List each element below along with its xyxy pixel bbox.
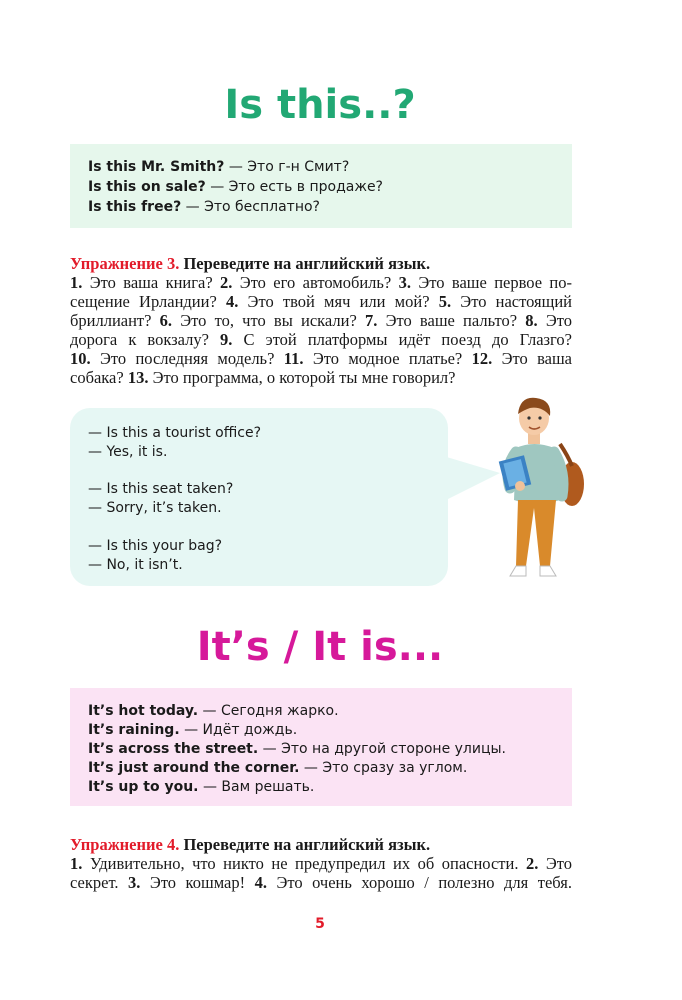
dialogue-line: — Yes, it is. [88, 444, 168, 460]
phrase-line: Is this Mr. Smith? — Это г-н Смит? [88, 159, 350, 175]
item-text: Это настоящий [451, 292, 573, 311]
item-number: 4. [225, 292, 239, 311]
dialogue-line: — Is this seat taken? [88, 481, 234, 497]
item-text: дорога к вокзалу? [70, 330, 221, 349]
phrase-line: It’s raining. — Идёт дождь. [88, 722, 298, 738]
item-text: Это ваша книга? [82, 273, 221, 292]
item-number: 5. [438, 292, 452, 311]
item-number: 8. [525, 311, 538, 330]
dialogue-line: — Is this your bag? [88, 538, 223, 554]
student-illustration [490, 396, 586, 590]
dialogue-line: — Sorry, it’s taken. [88, 500, 222, 516]
item-text: секрет. [70, 873, 129, 892]
dialogue-line: — No, it isn’t. [88, 557, 183, 573]
item-number: 3. [128, 873, 141, 892]
dialogue-bubble [70, 408, 448, 586]
item-text: Это то, что вы искали? [172, 311, 365, 330]
phrase-line: Is this on sale? — Это есть в продаже? [88, 179, 383, 195]
item-number: 13. [127, 368, 149, 387]
item-number: 2. [525, 854, 539, 873]
item-number: 1. [70, 854, 83, 873]
exercise-line [70, 330, 572, 349]
item-number: 2. [220, 273, 233, 292]
page-number: 5 [315, 916, 325, 932]
item-text: Это его автомобиль? [232, 273, 399, 292]
item-text: Удивительно, что никто не предупредил их об опасности. [82, 854, 526, 873]
exercise-line [70, 273, 572, 292]
item-number: 4. [254, 873, 267, 892]
item-text: Это ваше первое по- [411, 273, 572, 292]
item-text: С этой платформы идёт поезд до Глазго? [232, 330, 572, 349]
item-text: Это [538, 854, 572, 873]
item-text: Это программа, о которой ты мне говорил? [148, 368, 456, 387]
phrase-box-its [70, 688, 572, 806]
item-number: 6. [159, 311, 173, 330]
phrase-box-is-this [70, 144, 572, 228]
item-number: 7. [365, 311, 378, 330]
item-text: Это модное платье? [303, 349, 472, 368]
item-number: 3. [398, 273, 411, 292]
item-text: Это твой мяч или мой? [238, 292, 439, 311]
dialogue-line: — Is this a tourist office? [88, 425, 261, 441]
exercise-line [70, 873, 572, 892]
exercise-line [70, 349, 572, 368]
phrase-line: It’s across the street. — Это на другой стороне улицы. [88, 741, 507, 757]
phrase-line: It’s up to you. — Вам решать. [88, 779, 315, 795]
exercise-line [70, 311, 572, 330]
item-number: 10. [70, 349, 91, 368]
phrase-line: It’s just around the corner. — Это сразу за углом. [88, 760, 468, 776]
item-text: бриллиант? [70, 311, 160, 330]
item-text: Это [537, 311, 572, 330]
exercise-line [70, 854, 572, 873]
item-number: 12. [471, 349, 493, 368]
exercise-heading: Упражнение 4. Переведите на английский язык. [70, 835, 431, 854]
section-title-is-this: Is this..? [224, 82, 416, 128]
item-text: Это ваша [492, 349, 573, 368]
phrase-line: It’s hot today. — Сегодня жарко. [88, 703, 339, 719]
item-text: сещение Ирландии? [70, 292, 226, 311]
item-number: 11. [283, 349, 304, 368]
item-text: Это ваше пальто? [377, 311, 526, 330]
item-number: 1. [70, 273, 83, 292]
item-number: 9. [220, 330, 233, 349]
exercise-line [70, 292, 572, 311]
phrase-line: Is this free? — Это бесплатно? [88, 199, 320, 215]
exercise-line [70, 368, 572, 387]
exercise-heading: Упражнение 3. Переведите на английский язык. [70, 254, 431, 273]
item-text: собака? [70, 368, 128, 387]
item-text: Это очень хорошо / полезно для тебя. [266, 873, 572, 892]
section-title-its: It’s / It is... [196, 624, 444, 670]
item-text: Это последняя модель? [90, 349, 284, 368]
item-text: Это кошмар! [140, 873, 255, 892]
